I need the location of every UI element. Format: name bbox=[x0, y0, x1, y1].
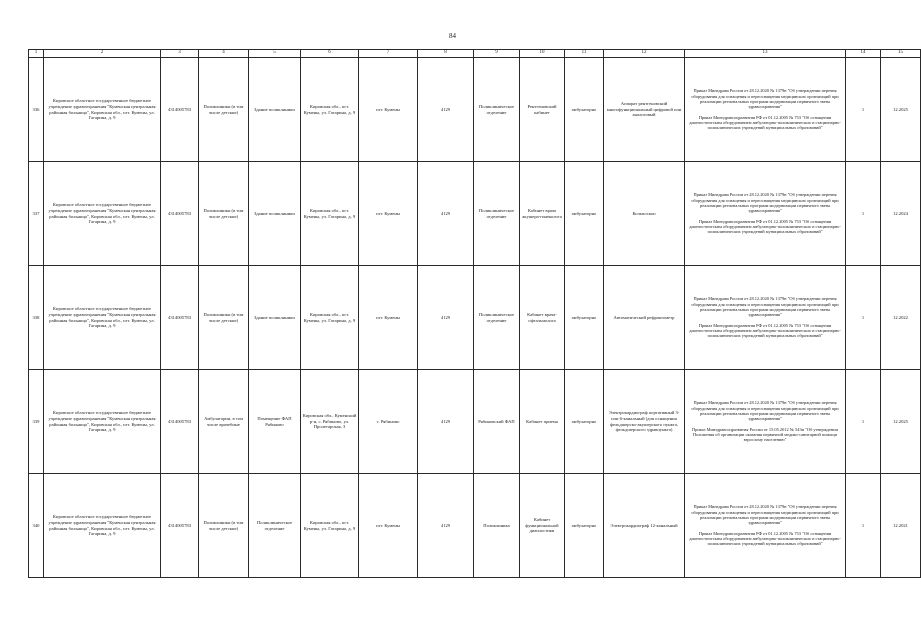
locality-cell: с. Рябиново bbox=[359, 370, 418, 474]
order-text: Приказ Минздравсоцразвития РФ от 01.12.2005 № 753 "Об оснащении диагностическим оборудованием амбулаторно-поликлинических и стационарно-поликлинических учреждений муниципальных образований" bbox=[689, 114, 841, 131]
order-text: Приказ Минздрава России от 28.12.2020 № 1379н "Об утверждении перечня оборудования для оснащения и переоснащения медицинских организаций при реализации региональных программ модернизации первичного звена здравоохранения" bbox=[691, 296, 839, 318]
date-cell: 12.2025 bbox=[881, 58, 921, 162]
department-cell: Поликлиническое отделение bbox=[474, 162, 520, 266]
equipment-cell: Электрокардиограф 12-канальный bbox=[604, 474, 685, 578]
header-row bbox=[29, 50, 921, 58]
quantity-cell: 1 bbox=[846, 370, 881, 474]
locality-cell: пгт. Кумены bbox=[359, 474, 418, 578]
table-row bbox=[29, 474, 921, 578]
department-cell: Рябиновский ФАП bbox=[474, 370, 520, 474]
column-header: 10 bbox=[520, 50, 565, 58]
address-cell: Кировская обл., Куменский р-н, с. Рябиново, ул. Пролетарская, 3 bbox=[301, 370, 359, 474]
quantity-cell: 1 bbox=[846, 266, 881, 370]
code-cell: 4129 bbox=[418, 266, 474, 370]
institution-cell: Кировское областное государственное бюджетное учреждение здравоохранения "Куменская центральная районная больница", Кировская обл., пгт. Кумены, ул. Гагарина, д. 9 bbox=[44, 58, 161, 162]
institution-cell: Кировское областное государственное бюджетное учреждение здравоохранения "Куменская центральная районная больница", Кировская обл., пгт. Кумены, ул. Гагарина, д. 9 bbox=[44, 266, 161, 370]
column-header: 3 bbox=[161, 50, 199, 58]
date-cell: 12.2024 bbox=[881, 162, 921, 266]
orders-cell bbox=[685, 474, 846, 578]
cabinet-cell: Кабинет врача акушера-гинеколога bbox=[520, 162, 565, 266]
equipment-table bbox=[28, 49, 921, 578]
orders-cell bbox=[685, 266, 846, 370]
order-text: Приказ Минздрава России от 28.12.2020 № 1379н "Об утверждении перечня оборудования для оснащения и переоснащения медицинских организаций при реализации региональных программ модернизации первичного звена здравоохранения" bbox=[691, 88, 839, 110]
building-cell: Здание поликлиники bbox=[249, 266, 301, 370]
institution-cell: Кировское областное государственное бюджетное учреждение здравоохранения "Куменская центральная районная больница", Кировская обл., пгт. Кумены, ул. Гагарина, д. 9 bbox=[44, 370, 161, 474]
department-cell: Поликлиника bbox=[474, 474, 520, 578]
order-text: Приказ Минздравсоцразвития РФ от 01.12.2005 № 753 "Об оснащении диагностическим оборудованием амбулаторно-поликлинических и стационарно-поликлинических учреждений муниципальных образований" bbox=[689, 218, 841, 235]
table-row bbox=[29, 370, 921, 474]
department-cell: Поликлиническое отделение bbox=[474, 58, 520, 162]
order-text: Приказ Минздрава России от 28.12.2020 № 1379н "Об утверждении перечня оборудования для оснащения и переоснащения медицинских организаций при реализации региональных программ модернизации первичного звена здравоохранения" bbox=[691, 504, 839, 526]
care-form-cell: амбулаторно bbox=[565, 162, 604, 266]
address-cell: Кировская обл., пгт. Кумены, ул. Гагарина, д. 9 bbox=[301, 474, 359, 578]
row-number: 339 bbox=[29, 370, 44, 474]
locality-cell: пгт. Кумены bbox=[359, 266, 418, 370]
institution-cell: Кировское областное государственное бюджетное учреждение здравоохранения "Куменская центральная районная больница", Кировская обл., пгт. Кумены, ул. Гагарина, д. 9 bbox=[44, 162, 161, 266]
department-cell: Поликлиническое отделение bbox=[474, 266, 520, 370]
equipment-cell: Электрокардиограф портативный 3- или 6-канальный (для оснащения фельдшерско-акушерского пункта, фельдшерского здравпункта) bbox=[604, 370, 685, 474]
address-cell: Кировская обл., пгт. Кумены, ул. Гагарина, д. 9 bbox=[301, 162, 359, 266]
care-form-cell: амбулаторно bbox=[565, 370, 604, 474]
table-row bbox=[29, 58, 921, 162]
division-type-cell: Поликлиники (в том числе детские) bbox=[199, 58, 249, 162]
equipment-cell: Аппарат рентгеновский многофункциональный цифровой или аналоговый bbox=[604, 58, 685, 162]
order-text: Приказ Минздравсоцразвития РФ от 01.12.2005 № 753 "Об оснащении диагностическим оборудованием амбулаторно-поликлинических и стационарно-поликлинических учреждений муниципальных образований" bbox=[689, 530, 841, 547]
date-cell: 12.2022 bbox=[881, 266, 921, 370]
cabinet-cell: Кабинет врача-офтальмолога bbox=[520, 266, 565, 370]
column-header: 15 bbox=[881, 50, 921, 58]
building-cell: Здание поликлиники bbox=[249, 162, 301, 266]
code-cell: 4129 bbox=[418, 58, 474, 162]
equipment-cell: Кольпоскоп bbox=[604, 162, 685, 266]
cabinet-cell: Кабинет приема bbox=[520, 370, 565, 474]
quantity-cell: 1 bbox=[846, 162, 881, 266]
order-text: Приказ Минздрава России от 28.12.2020 № 1379н "Об утверждении перечня оборудования для оснащения и переоснащения медицинских организаций при реализации региональных программ модернизации первичного звена здравоохранения" bbox=[691, 192, 839, 214]
quantity-cell: 1 bbox=[846, 58, 881, 162]
column-header: 11 bbox=[565, 50, 604, 58]
code-cell: 4129 bbox=[418, 474, 474, 578]
building-cell: Помещение ФАП Рябиново bbox=[249, 370, 301, 474]
locality-cell: пгт. Кумены bbox=[359, 58, 418, 162]
locality-cell: пгт. Кумены bbox=[359, 162, 418, 266]
building-cell: Поликлиническое отделение bbox=[249, 474, 301, 578]
date-cell: 12.2021 bbox=[881, 474, 921, 578]
division-type-cell: Поликлиники (в том числе детские) bbox=[199, 162, 249, 266]
column-header: 14 bbox=[846, 50, 881, 58]
orders-cell bbox=[685, 58, 846, 162]
column-header: 13 bbox=[685, 50, 846, 58]
cabinet-cell: Рентгеновский кабинет bbox=[520, 58, 565, 162]
inn-cell: 4314005783 bbox=[161, 370, 199, 474]
table-row bbox=[29, 162, 921, 266]
row-number: 336 bbox=[29, 58, 44, 162]
page-number: 84 bbox=[449, 32, 456, 40]
row-number: 340 bbox=[29, 474, 44, 578]
column-header: 4 bbox=[199, 50, 249, 58]
row-number: 337 bbox=[29, 162, 44, 266]
inn-cell: 4314005783 bbox=[161, 58, 199, 162]
table-row bbox=[29, 266, 921, 370]
column-header: 1 bbox=[29, 50, 44, 58]
column-header: 2 bbox=[44, 50, 161, 58]
institution-cell: Кировское областное государственное бюджетное учреждение здравоохранения "Куменская центральная районная больница", Кировская обл., пгт. Кумены, ул. Гагарина, д. 9 bbox=[44, 474, 161, 578]
care-form-cell: амбулаторно bbox=[565, 474, 604, 578]
order-text: Приказ Минздрава России от 28.12.2020 № 1379н "Об утверждении перечня оборудования для оснащения и переоснащения медицинских организаций при реализации региональных программ модернизации первичного звена здравоохранения" bbox=[691, 400, 839, 422]
inn-cell: 4314005783 bbox=[161, 162, 199, 266]
address-cell: Кировская обл., пгт. Кумены, ул. Гагарина, д. 9 bbox=[301, 266, 359, 370]
inn-cell: 4314005783 bbox=[161, 474, 199, 578]
order-text: Приказ Минздравсоцразвития РФ от 01.12.2005 № 753 "Об оснащении диагностическим оборудованием амбулаторно-поликлинических и стационарно-поликлинических учреждений муниципальных образований" bbox=[689, 322, 841, 339]
column-header: 7 bbox=[359, 50, 418, 58]
division-type-cell: Поликлиники (в том числе детские) bbox=[199, 474, 249, 578]
column-header: 8 bbox=[418, 50, 474, 58]
building-cell: Здание поликлиники bbox=[249, 58, 301, 162]
orders-cell bbox=[685, 162, 846, 266]
date-cell: 12.2025 bbox=[881, 370, 921, 474]
code-cell: 4129 bbox=[418, 370, 474, 474]
address-cell: Кировская обл., пгт. Кумены, ул. Гагарина, д. 9 bbox=[301, 58, 359, 162]
care-form-cell: амбулаторно bbox=[565, 266, 604, 370]
division-type-cell: Амбулатории, в том числе врачебные bbox=[199, 370, 249, 474]
care-form-cell: амбулаторно bbox=[565, 58, 604, 162]
column-header: 9 bbox=[474, 50, 520, 58]
order-text: Приказ Минздравсоцразвития России от 15.05.2012 № 543н "Об утверждении Положения об организации оказания первичной медико-санитарной помощи взрослому населению" bbox=[692, 426, 838, 443]
quantity-cell: 1 bbox=[846, 474, 881, 578]
code-cell: 4129 bbox=[418, 162, 474, 266]
row-number: 338 bbox=[29, 266, 44, 370]
division-type-cell: Поликлиники (в том числе детские) bbox=[199, 266, 249, 370]
orders-cell bbox=[685, 370, 846, 474]
column-header: 12 bbox=[604, 50, 685, 58]
column-header: 5 bbox=[249, 50, 301, 58]
equipment-cell: Автоматический рефрактометр bbox=[604, 266, 685, 370]
cabinet-cell: Кабинет функциональной диагностики bbox=[520, 474, 565, 578]
inn-cell: 4314005783 bbox=[161, 266, 199, 370]
column-header: 6 bbox=[301, 50, 359, 58]
